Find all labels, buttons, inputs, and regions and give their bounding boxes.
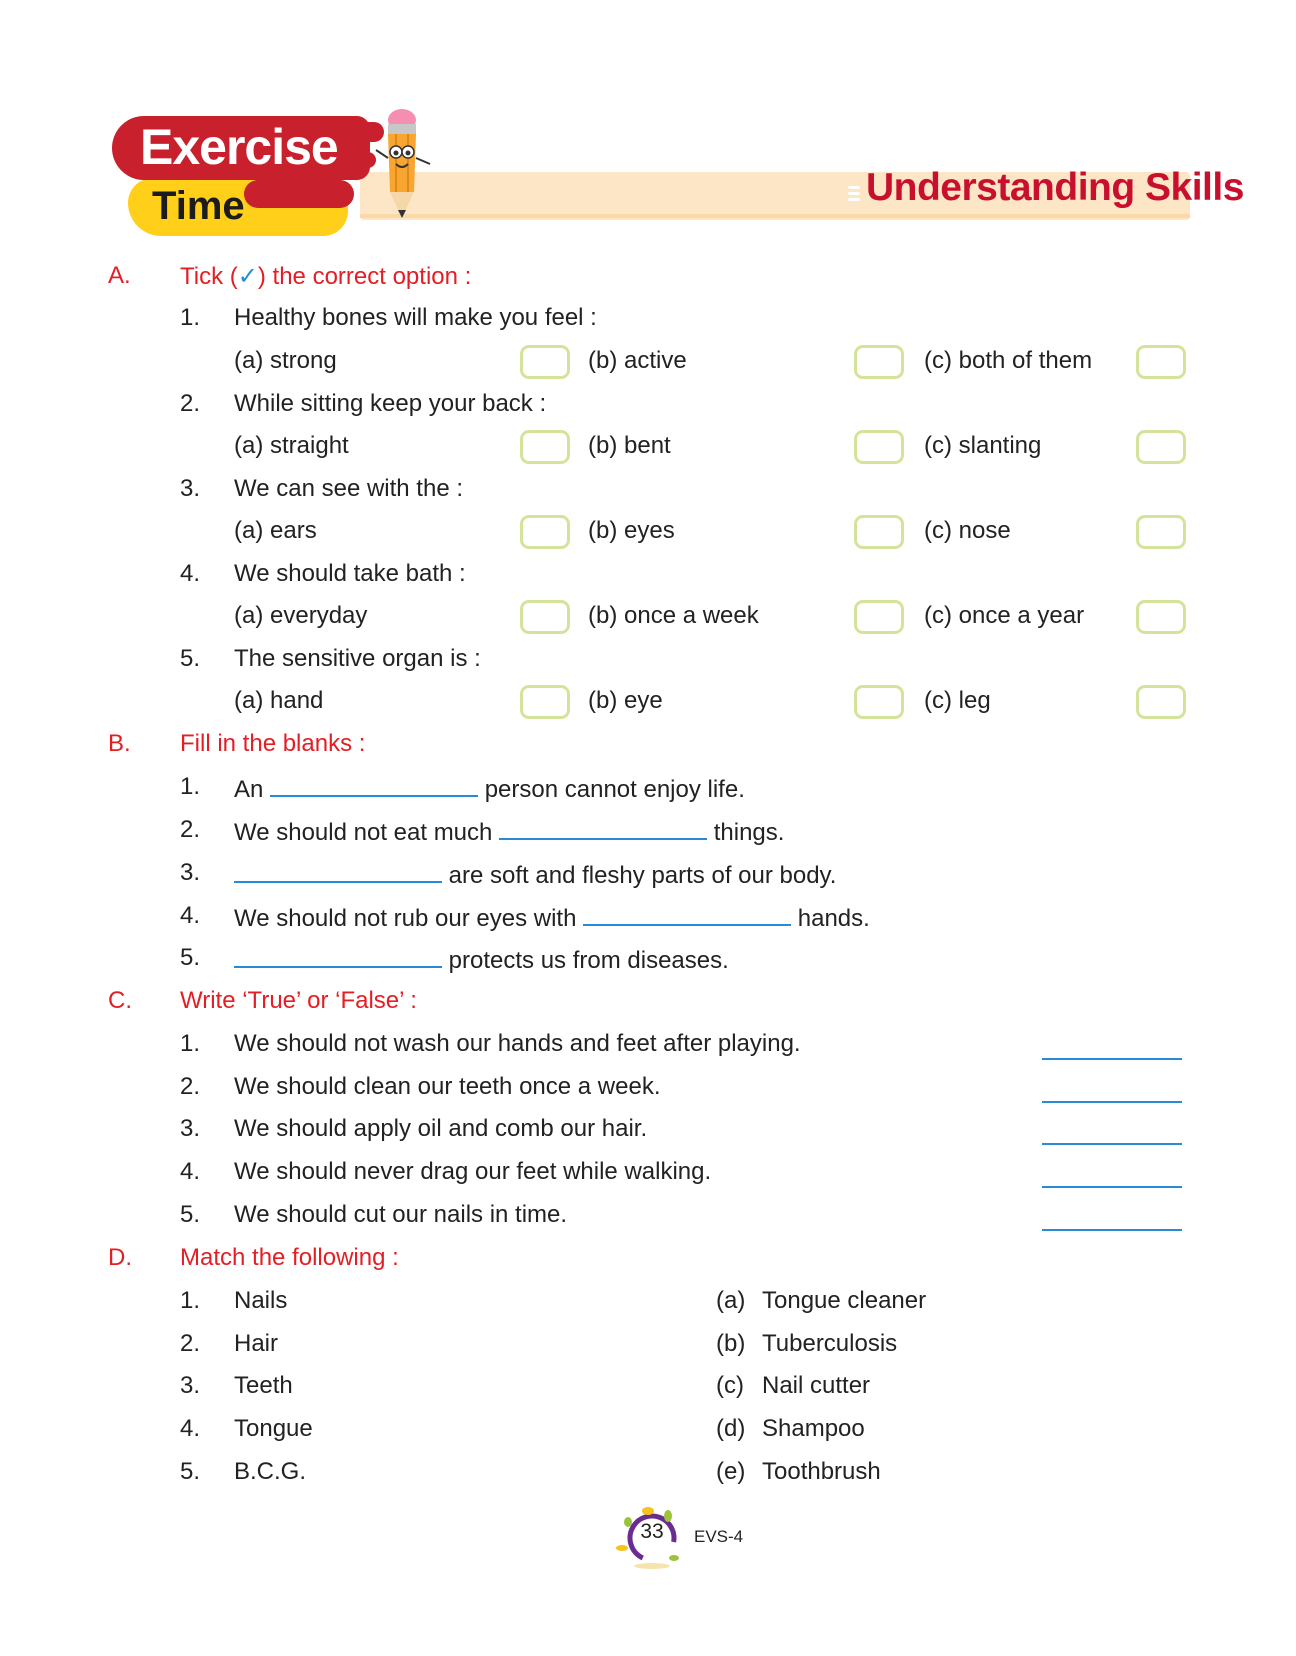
item-number: 4. <box>180 1415 201 1442</box>
sentence-end: things. <box>707 819 785 846</box>
fill-blank-sentence <box>234 816 784 847</box>
option-text: (b) eye <box>588 687 663 714</box>
answer-blank[interactable] <box>234 944 442 968</box>
question-text: Healthy bones will make you feel : <box>234 304 597 331</box>
question-text: While sitting keep your back : <box>234 390 547 417</box>
match-left-item: B.C.G. <box>234 1458 307 1485</box>
option-text: (c) both of them <box>924 347 1093 374</box>
match-left-item: Teeth <box>234 1372 293 1399</box>
item-number: 2. <box>180 1330 201 1357</box>
statement-text: We should apply oil and comb our hair. <box>234 1115 648 1142</box>
fill-blank-sentence <box>234 944 729 975</box>
item-number: 5. <box>180 1201 201 1228</box>
statement-text: We should not wash our hands and feet after playing. <box>234 1030 801 1057</box>
banner-tail <box>336 152 376 168</box>
match-right-item: Shampoo <box>762 1415 865 1442</box>
book-code: EVS-4 <box>694 1527 744 1546</box>
option-text: (c) slanting <box>924 432 1042 459</box>
question-text: The sensitive organ is : <box>234 645 481 672</box>
option-text: (b) bent <box>588 432 671 459</box>
item-number: 5. <box>180 944 201 971</box>
match-left-item: Hair <box>234 1330 279 1357</box>
question-number: 2. <box>180 390 201 417</box>
item-number: 4. <box>180 1158 201 1185</box>
section-letter: A. <box>108 262 131 289</box>
answer-blank[interactable] <box>499 816 707 840</box>
exercise-word: Exercise <box>140 119 338 175</box>
question-number: 1. <box>180 304 201 331</box>
tick-box[interactable] <box>854 600 904 634</box>
true-false-answer-line[interactable] <box>1042 1101 1182 1103</box>
answer-blank[interactable] <box>270 773 478 797</box>
true-false-answer-line[interactable] <box>1042 1186 1182 1188</box>
item-number: 1. <box>180 773 201 800</box>
section-label: Understanding Skills <box>866 166 1244 209</box>
item-number: 1. <box>180 1030 201 1057</box>
match-right-label: (e) <box>716 1458 746 1485</box>
option-text: (a) everyday <box>234 602 368 629</box>
sentence-end: hands. <box>791 905 870 932</box>
option-text: (c) leg <box>924 687 991 714</box>
tick-box[interactable] <box>854 345 904 379</box>
option-text: (a) strong <box>234 347 337 374</box>
tick-box[interactable] <box>854 430 904 464</box>
fill-blank-sentence <box>234 859 836 890</box>
banner-accent <box>244 180 354 208</box>
tick-box[interactable] <box>520 685 570 719</box>
item-number: 4. <box>180 902 201 929</box>
option-text: (a) ears <box>234 517 317 544</box>
option-text: (a) hand <box>234 687 324 714</box>
tick-box[interactable] <box>520 600 570 634</box>
section-title <box>180 262 471 291</box>
match-right-label: (a) <box>716 1287 746 1314</box>
item-number: 1. <box>180 1287 201 1314</box>
match-right-item: Nail cutter <box>762 1372 871 1399</box>
question-text: We can see with the : <box>234 475 464 502</box>
tick-box[interactable] <box>520 515 570 549</box>
question-number: 5. <box>180 645 201 672</box>
true-false-answer-line[interactable] <box>1042 1058 1182 1060</box>
option-text: (c) nose <box>924 517 1011 544</box>
tick-box[interactable] <box>854 685 904 719</box>
sentence-start: An <box>234 776 271 803</box>
match-right-label: (c) <box>716 1372 744 1399</box>
option-text: (a) straight <box>234 432 349 459</box>
option-text: (b) once a week <box>588 602 759 629</box>
header-band-line <box>360 214 1190 218</box>
match-right-item: Toothbrush <box>762 1458 881 1485</box>
item-number: 2. <box>180 816 201 843</box>
tick-box[interactable] <box>1136 515 1186 549</box>
section-title-prefix: Tick ( <box>180 263 238 290</box>
match-right-label: (d) <box>716 1415 746 1442</box>
tick-box[interactable] <box>1136 345 1186 379</box>
answer-blank[interactable] <box>583 902 791 926</box>
statement-text: We should cut our nails in time. <box>234 1201 568 1228</box>
match-right-label: (b) <box>716 1330 746 1357</box>
sentence-end: are soft and fleshy parts of our body. <box>442 862 837 889</box>
match-left-item: Nails <box>234 1287 288 1314</box>
sentence-start: We should not rub our eyes with <box>234 905 584 932</box>
sentence-start: We should not eat much <box>234 819 500 846</box>
match-right-item: Tuberculosis <box>762 1330 898 1357</box>
statement-text: We should never drag our feet while walking. <box>234 1158 712 1185</box>
item-number: 3. <box>180 1372 201 1399</box>
item-number: 3. <box>180 1115 201 1142</box>
item-number: 5. <box>180 1458 201 1485</box>
section-title-suffix: ) the correct option : <box>257 263 472 290</box>
sentence-end: protects us from diseases. <box>442 947 729 974</box>
section-title: Fill in the blanks : <box>180 730 366 757</box>
tick-box[interactable] <box>1136 430 1186 464</box>
answer-blank[interactable] <box>234 859 442 883</box>
tick-box[interactable] <box>1136 685 1186 719</box>
tick-box[interactable] <box>520 430 570 464</box>
question-text: We should take bath : <box>234 560 466 587</box>
true-false-answer-line[interactable] <box>1042 1143 1182 1145</box>
section-letter: C. <box>108 987 132 1014</box>
pencil-mascot-icon <box>372 106 436 224</box>
statement-text: We should clean our teeth once a week. <box>234 1073 661 1100</box>
item-number: 3. <box>180 859 201 886</box>
match-left-item: Tongue <box>234 1415 313 1442</box>
fill-blank-sentence <box>234 773 745 804</box>
option-text: (c) once a year <box>924 602 1085 629</box>
decorative-dash-mark <box>848 183 860 209</box>
section-letter: D. <box>108 1244 132 1271</box>
section-title: Write ‘True’ or ‘False’ : <box>180 987 417 1014</box>
tick-box[interactable] <box>1136 600 1186 634</box>
match-right-item: Tongue cleaner <box>762 1287 927 1314</box>
fill-blank-sentence <box>234 902 870 933</box>
question-number: 3. <box>180 475 201 502</box>
question-number: 4. <box>180 560 201 587</box>
option-text: (b) active <box>588 347 687 374</box>
section-letter: B. <box>108 730 131 757</box>
sentence-end: person cannot enjoy life. <box>478 776 745 803</box>
true-false-answer-line[interactable] <box>1042 1229 1182 1231</box>
tick-box[interactable] <box>520 345 570 379</box>
tick-box[interactable] <box>854 515 904 549</box>
exercise-header <box>0 0 1296 250</box>
option-text: (b) eyes <box>588 517 675 544</box>
item-number: 2. <box>180 1073 201 1100</box>
page-number: 33 <box>640 1520 664 1543</box>
section-title: Match the following : <box>180 1244 399 1271</box>
tick-mark-icon: ✓ <box>237 263 258 290</box>
time-word: Time <box>152 184 245 228</box>
